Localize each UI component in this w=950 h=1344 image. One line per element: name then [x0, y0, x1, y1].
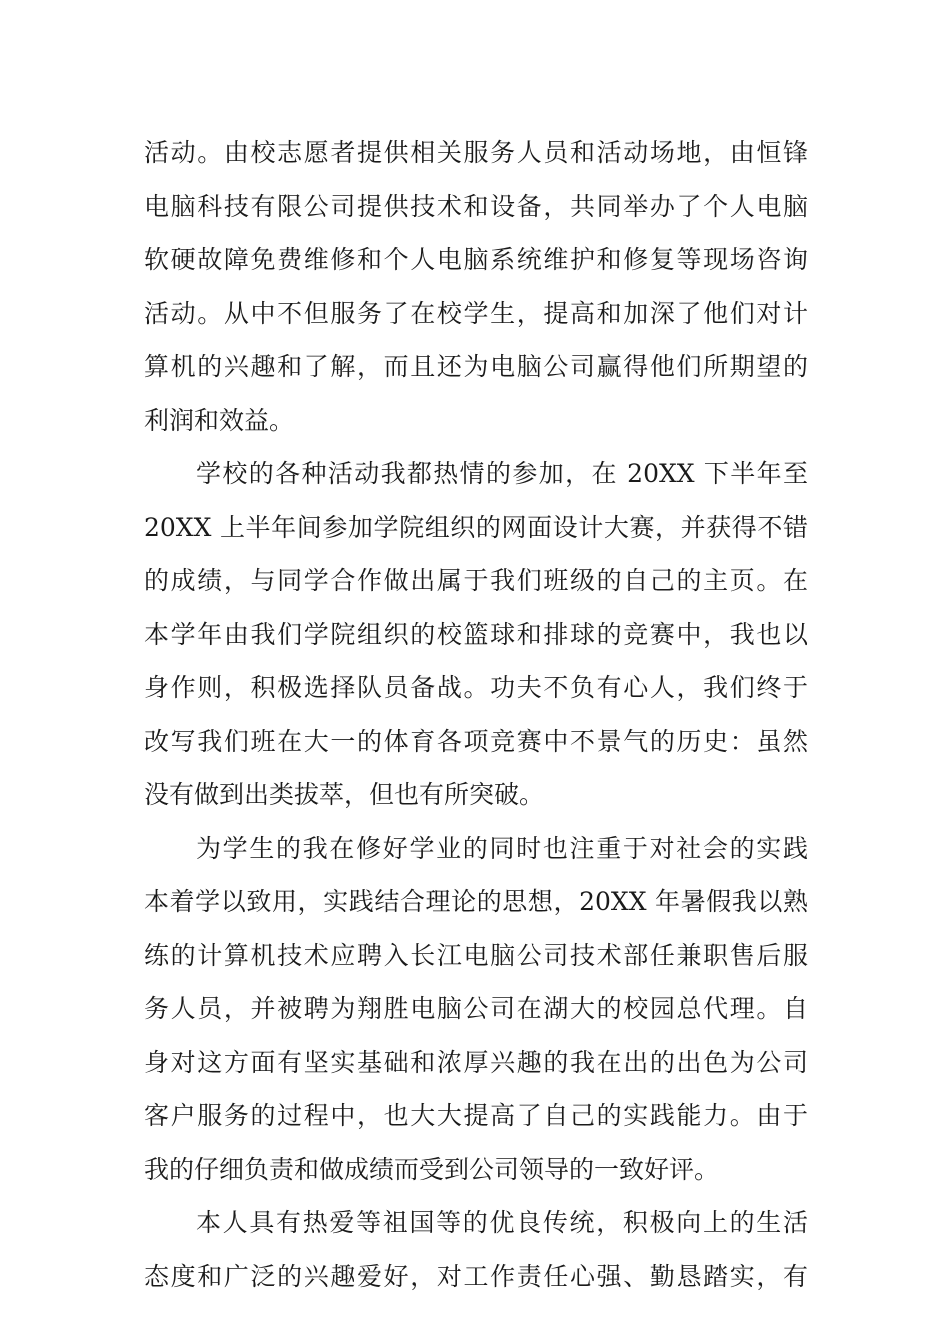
paragraph-1-line-5: 算机的兴趣和了解，而且还为电脑公司赢得他们所期望的: [144, 352, 808, 381]
paragraph-2-line-5: 身作则，积极选择队员备战。功夫不负有心人，我们终于: [144, 673, 808, 702]
paragraph-3-line-5: 身对这方面有坚实基础和浓厚兴趣的我在出的出色为公司: [144, 1047, 808, 1077]
paragraph-4-line-1: 本人具有热爱等祖国等的优良传统，积极向上的生活: [196, 1208, 808, 1237]
paragraph-2-line-3: 的成绩，与同学合作做出属于我们班级的自己的主页。在: [144, 566, 808, 595]
paragraph-3-line-7: 我的仔细负责和做成绩而受到公司领导的一致好评。: [144, 1154, 720, 1184]
paragraph-3-line-4: 务人员，并被聘为翔胜电脑公司在湖大的校园总代理。自: [144, 994, 808, 1023]
paragraph-3-line-6: 客户服务的过程中，也大大提高了自己的实践能力。由于: [144, 1101, 808, 1130]
paragraph-2-line-6: 改写我们班在大一的体育各项竞赛中不景气的历史：虽然: [144, 726, 808, 756]
paragraph-2-line-1: 学校的各种活动我都热情的参加，在 20XX 下半年至: [196, 459, 808, 488]
paragraph-2-line-2: 20XX 上半年间参加学院组织的网面设计大赛，并获得不错: [144, 512, 808, 542]
paragraph-1-line-6: 利润和效益。: [144, 405, 295, 435]
paragraph-4-line-2: 态度和广泛的兴趣爱好，对工作责任心强、勤恳踏实，有: [144, 1261, 808, 1291]
document-body: [144, 126, 808, 1303]
paragraph-3-line-2: 本着学以致用，实践结合理论的思想，20XX 年暑假我以熟: [144, 887, 808, 916]
paragraph-1-line-2: 电脑科技有限公司提供技术和设备，共同举办了个人电脑: [144, 191, 808, 221]
paragraph-1-line-1: 活动。由校志愿者提供相关服务人员和活动场地，由恒锋: [144, 138, 808, 167]
paragraph-2-line-4: 本学年由我们学院组织的校篮球和排球的竞赛中，我也以: [144, 619, 808, 649]
paragraph-3-line-3: 练的计算机技术应聘入长江电脑公司技术部任兼职售后服: [144, 940, 808, 970]
paragraph-2-line-7: 没有做到出类拔萃，但也有所突破。: [144, 780, 545, 809]
paragraph-1-line-4: 活动。从中不但服务了在校学生，提高和加深了他们对计: [144, 298, 808, 328]
paragraph-1-line-3: 软硬故障免费维修和个人电脑系统维护和修复等现场咨询: [144, 245, 808, 274]
paragraph-3-line-1: 为学生的我在修好学业的同时也注重于对社会的实践: [196, 833, 808, 863]
